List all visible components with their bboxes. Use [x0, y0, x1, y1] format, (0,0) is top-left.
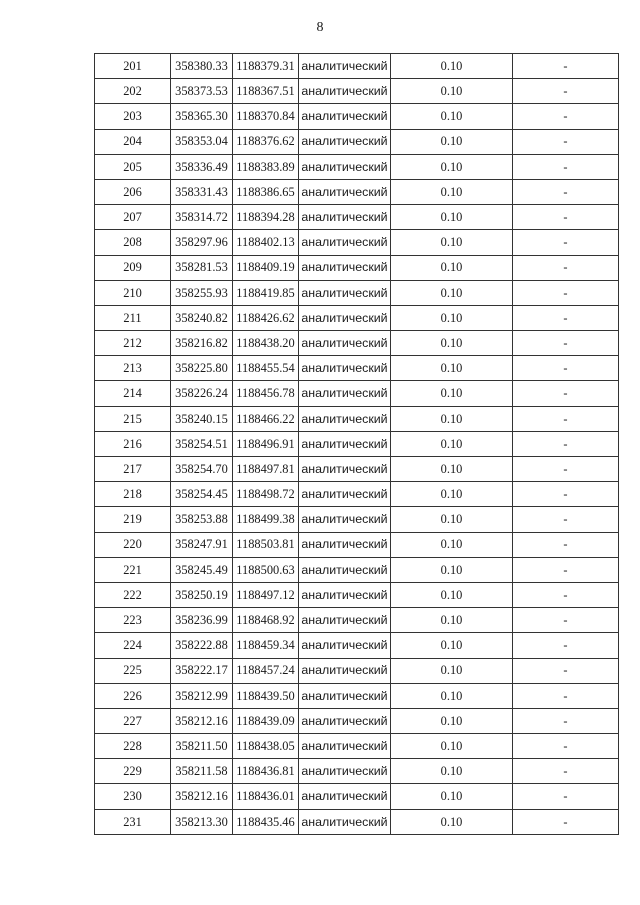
method-cell: аналитический — [299, 507, 391, 532]
x-coordinate-cell: 358281.53 — [171, 255, 233, 280]
point-number-cell: 227 — [95, 708, 171, 733]
note-cell: - — [513, 457, 619, 482]
accuracy-cell: 0.10 — [391, 784, 513, 809]
accuracy-cell: 0.10 — [391, 179, 513, 204]
accuracy-cell: 0.10 — [391, 557, 513, 582]
table-row — [95, 658, 619, 683]
x-coordinate-cell: 358211.58 — [171, 759, 233, 784]
table-row — [95, 331, 619, 356]
method-cell: аналитический — [299, 683, 391, 708]
table-row — [95, 683, 619, 708]
note-cell: - — [513, 381, 619, 406]
point-number-cell: 206 — [95, 179, 171, 204]
x-coordinate-cell: 358373.53 — [171, 79, 233, 104]
method-cell: аналитический — [299, 381, 391, 406]
table-row — [95, 431, 619, 456]
method-cell: аналитический — [299, 129, 391, 154]
coordinates-table-body — [95, 54, 619, 835]
table-row — [95, 809, 619, 834]
y-coordinate-cell: 1188459.34 — [233, 633, 299, 658]
y-coordinate-cell: 1188379.31 — [233, 54, 299, 79]
note-cell: - — [513, 255, 619, 280]
point-number-cell: 210 — [95, 280, 171, 305]
accuracy-cell: 0.10 — [391, 532, 513, 557]
note-cell: - — [513, 608, 619, 633]
method-cell: аналитический — [299, 633, 391, 658]
y-coordinate-cell: 1188367.51 — [233, 79, 299, 104]
point-number-cell: 208 — [95, 230, 171, 255]
x-coordinate-cell: 358253.88 — [171, 507, 233, 532]
note-cell: - — [513, 331, 619, 356]
note-cell: - — [513, 154, 619, 179]
table-row — [95, 608, 619, 633]
x-coordinate-cell: 358236.99 — [171, 608, 233, 633]
table-row — [95, 582, 619, 607]
accuracy-cell: 0.10 — [391, 54, 513, 79]
x-coordinate-cell: 358254.51 — [171, 431, 233, 456]
table-row — [95, 507, 619, 532]
point-number-cell: 204 — [95, 129, 171, 154]
note-cell: - — [513, 809, 619, 834]
accuracy-cell: 0.10 — [391, 582, 513, 607]
table-row — [95, 406, 619, 431]
y-coordinate-cell: 1188436.81 — [233, 759, 299, 784]
point-number-cell: 229 — [95, 759, 171, 784]
y-coordinate-cell: 1188499.38 — [233, 507, 299, 532]
method-cell: аналитический — [299, 759, 391, 784]
y-coordinate-cell: 1188455.54 — [233, 356, 299, 381]
accuracy-cell: 0.10 — [391, 381, 513, 406]
note-cell: - — [513, 79, 619, 104]
accuracy-cell: 0.10 — [391, 431, 513, 456]
point-number-cell: 207 — [95, 205, 171, 230]
point-number-cell: 221 — [95, 557, 171, 582]
point-number-cell: 201 — [95, 54, 171, 79]
note-cell: - — [513, 784, 619, 809]
x-coordinate-cell: 358247.91 — [171, 532, 233, 557]
note-cell: - — [513, 356, 619, 381]
y-coordinate-cell: 1188409.19 — [233, 255, 299, 280]
table-row — [95, 305, 619, 330]
x-coordinate-cell: 358212.16 — [171, 708, 233, 733]
point-number-cell: 212 — [95, 331, 171, 356]
point-number-cell: 219 — [95, 507, 171, 532]
y-coordinate-cell: 1188496.91 — [233, 431, 299, 456]
accuracy-cell: 0.10 — [391, 356, 513, 381]
method-cell: аналитический — [299, 532, 391, 557]
accuracy-cell: 0.10 — [391, 406, 513, 431]
x-coordinate-cell: 358240.82 — [171, 305, 233, 330]
point-number-cell: 222 — [95, 582, 171, 607]
y-coordinate-cell: 1188426.62 — [233, 305, 299, 330]
note-cell: - — [513, 532, 619, 557]
note-cell: - — [513, 708, 619, 733]
table-row — [95, 230, 619, 255]
point-number-cell: 231 — [95, 809, 171, 834]
table-row — [95, 205, 619, 230]
point-number-cell: 203 — [95, 104, 171, 129]
table-row — [95, 482, 619, 507]
accuracy-cell: 0.10 — [391, 331, 513, 356]
method-cell: аналитический — [299, 230, 391, 255]
accuracy-cell: 0.10 — [391, 457, 513, 482]
table-row — [95, 381, 619, 406]
x-coordinate-cell: 358336.49 — [171, 154, 233, 179]
x-coordinate-cell: 358365.30 — [171, 104, 233, 129]
table-row — [95, 179, 619, 204]
x-coordinate-cell: 358254.45 — [171, 482, 233, 507]
point-number-cell: 217 — [95, 457, 171, 482]
y-coordinate-cell: 1188468.92 — [233, 608, 299, 633]
point-number-cell: 209 — [95, 255, 171, 280]
point-number-cell: 213 — [95, 356, 171, 381]
accuracy-cell: 0.10 — [391, 734, 513, 759]
accuracy-cell: 0.10 — [391, 255, 513, 280]
accuracy-cell: 0.10 — [391, 205, 513, 230]
point-number-cell: 220 — [95, 532, 171, 557]
x-coordinate-cell: 358211.50 — [171, 734, 233, 759]
accuracy-cell: 0.10 — [391, 683, 513, 708]
x-coordinate-cell: 358314.72 — [171, 205, 233, 230]
x-coordinate-cell: 358212.16 — [171, 784, 233, 809]
note-cell: - — [513, 179, 619, 204]
note-cell: - — [513, 305, 619, 330]
note-cell: - — [513, 582, 619, 607]
table-row — [95, 255, 619, 280]
note-cell: - — [513, 54, 619, 79]
x-coordinate-cell: 358254.70 — [171, 457, 233, 482]
method-cell: аналитический — [299, 708, 391, 733]
method-cell: аналитический — [299, 784, 391, 809]
y-coordinate-cell: 1188402.13 — [233, 230, 299, 255]
note-cell: - — [513, 104, 619, 129]
note-cell: - — [513, 507, 619, 532]
method-cell: аналитический — [299, 280, 391, 305]
method-cell: аналитический — [299, 406, 391, 431]
accuracy-cell: 0.10 — [391, 230, 513, 255]
y-coordinate-cell: 1188435.46 — [233, 809, 299, 834]
method-cell: аналитический — [299, 658, 391, 683]
y-coordinate-cell: 1188419.85 — [233, 280, 299, 305]
table-row — [95, 280, 619, 305]
y-coordinate-cell: 1188370.84 — [233, 104, 299, 129]
method-cell: аналитический — [299, 154, 391, 179]
accuracy-cell: 0.10 — [391, 79, 513, 104]
note-cell: - — [513, 280, 619, 305]
accuracy-cell: 0.10 — [391, 104, 513, 129]
y-coordinate-cell: 1188439.09 — [233, 708, 299, 733]
accuracy-cell: 0.10 — [391, 708, 513, 733]
x-coordinate-cell: 358222.88 — [171, 633, 233, 658]
note-cell: - — [513, 406, 619, 431]
x-coordinate-cell: 358255.93 — [171, 280, 233, 305]
accuracy-cell: 0.10 — [391, 608, 513, 633]
method-cell: аналитический — [299, 734, 391, 759]
x-coordinate-cell: 358240.15 — [171, 406, 233, 431]
y-coordinate-cell: 1188457.24 — [233, 658, 299, 683]
table-row — [95, 129, 619, 154]
point-number-cell: 216 — [95, 431, 171, 456]
method-cell: аналитический — [299, 54, 391, 79]
point-number-cell: 223 — [95, 608, 171, 633]
table-row — [95, 708, 619, 733]
y-coordinate-cell: 1188497.81 — [233, 457, 299, 482]
y-coordinate-cell: 1188456.78 — [233, 381, 299, 406]
y-coordinate-cell: 1188497.12 — [233, 582, 299, 607]
accuracy-cell: 0.10 — [391, 154, 513, 179]
x-coordinate-cell: 358225.80 — [171, 356, 233, 381]
y-coordinate-cell: 1188439.50 — [233, 683, 299, 708]
table-row — [95, 356, 619, 381]
x-coordinate-cell: 358226.24 — [171, 381, 233, 406]
point-number-cell: 211 — [95, 305, 171, 330]
note-cell: - — [513, 205, 619, 230]
method-cell: аналитический — [299, 79, 391, 104]
point-number-cell: 226 — [95, 683, 171, 708]
x-coordinate-cell: 358222.17 — [171, 658, 233, 683]
note-cell: - — [513, 230, 619, 255]
note-cell: - — [513, 129, 619, 154]
x-coordinate-cell: 358212.99 — [171, 683, 233, 708]
point-number-cell: 202 — [95, 79, 171, 104]
note-cell: - — [513, 633, 619, 658]
table-row — [95, 104, 619, 129]
method-cell: аналитический — [299, 457, 391, 482]
table-row — [95, 784, 619, 809]
y-coordinate-cell: 1188438.05 — [233, 734, 299, 759]
point-number-cell: 214 — [95, 381, 171, 406]
method-cell: аналитический — [299, 179, 391, 204]
point-number-cell: 228 — [95, 734, 171, 759]
method-cell: аналитический — [299, 482, 391, 507]
method-cell: аналитический — [299, 431, 391, 456]
accuracy-cell: 0.10 — [391, 633, 513, 658]
method-cell: аналитический — [299, 356, 391, 381]
x-coordinate-cell: 358245.49 — [171, 557, 233, 582]
table-row — [95, 54, 619, 79]
accuracy-cell: 0.10 — [391, 280, 513, 305]
accuracy-cell: 0.10 — [391, 482, 513, 507]
note-cell: - — [513, 557, 619, 582]
accuracy-cell: 0.10 — [391, 809, 513, 834]
y-coordinate-cell: 1188500.63 — [233, 557, 299, 582]
x-coordinate-cell: 358380.33 — [171, 54, 233, 79]
method-cell: аналитический — [299, 809, 391, 834]
note-cell: - — [513, 734, 619, 759]
coordinates-table — [94, 53, 619, 835]
method-cell: аналитический — [299, 557, 391, 582]
accuracy-cell: 0.10 — [391, 507, 513, 532]
x-coordinate-cell: 358297.96 — [171, 230, 233, 255]
y-coordinate-cell: 1188436.01 — [233, 784, 299, 809]
table-row — [95, 759, 619, 784]
y-coordinate-cell: 1188503.81 — [233, 532, 299, 557]
x-coordinate-cell: 358250.19 — [171, 582, 233, 607]
x-coordinate-cell: 358331.43 — [171, 179, 233, 204]
note-cell: - — [513, 658, 619, 683]
note-cell: - — [513, 683, 619, 708]
method-cell: аналитический — [299, 582, 391, 607]
table-row — [95, 457, 619, 482]
y-coordinate-cell: 1188466.22 — [233, 406, 299, 431]
x-coordinate-cell: 358216.82 — [171, 331, 233, 356]
accuracy-cell: 0.10 — [391, 305, 513, 330]
point-number-cell: 224 — [95, 633, 171, 658]
method-cell: аналитический — [299, 608, 391, 633]
y-coordinate-cell: 1188394.28 — [233, 205, 299, 230]
table-row — [95, 532, 619, 557]
method-cell: аналитический — [299, 205, 391, 230]
y-coordinate-cell: 1188386.65 — [233, 179, 299, 204]
table-row — [95, 557, 619, 582]
method-cell: аналитический — [299, 255, 391, 280]
note-cell: - — [513, 431, 619, 456]
method-cell: аналитический — [299, 331, 391, 356]
table-row — [95, 154, 619, 179]
note-cell: - — [513, 759, 619, 784]
table-row — [95, 79, 619, 104]
x-coordinate-cell: 358353.04 — [171, 129, 233, 154]
y-coordinate-cell: 1188498.72 — [233, 482, 299, 507]
method-cell: аналитический — [299, 305, 391, 330]
table-row — [95, 734, 619, 759]
point-number-cell: 230 — [95, 784, 171, 809]
y-coordinate-cell: 1188383.89 — [233, 154, 299, 179]
point-number-cell: 215 — [95, 406, 171, 431]
point-number-cell: 225 — [95, 658, 171, 683]
page-number: 8 — [316, 20, 324, 35]
point-number-cell: 218 — [95, 482, 171, 507]
point-number-cell: 205 — [95, 154, 171, 179]
accuracy-cell: 0.10 — [391, 129, 513, 154]
note-cell: - — [513, 482, 619, 507]
y-coordinate-cell: 1188438.20 — [233, 331, 299, 356]
method-cell: аналитический — [299, 104, 391, 129]
y-coordinate-cell: 1188376.62 — [233, 129, 299, 154]
accuracy-cell: 0.10 — [391, 759, 513, 784]
table-row — [95, 633, 619, 658]
x-coordinate-cell: 358213.30 — [171, 809, 233, 834]
accuracy-cell: 0.10 — [391, 658, 513, 683]
